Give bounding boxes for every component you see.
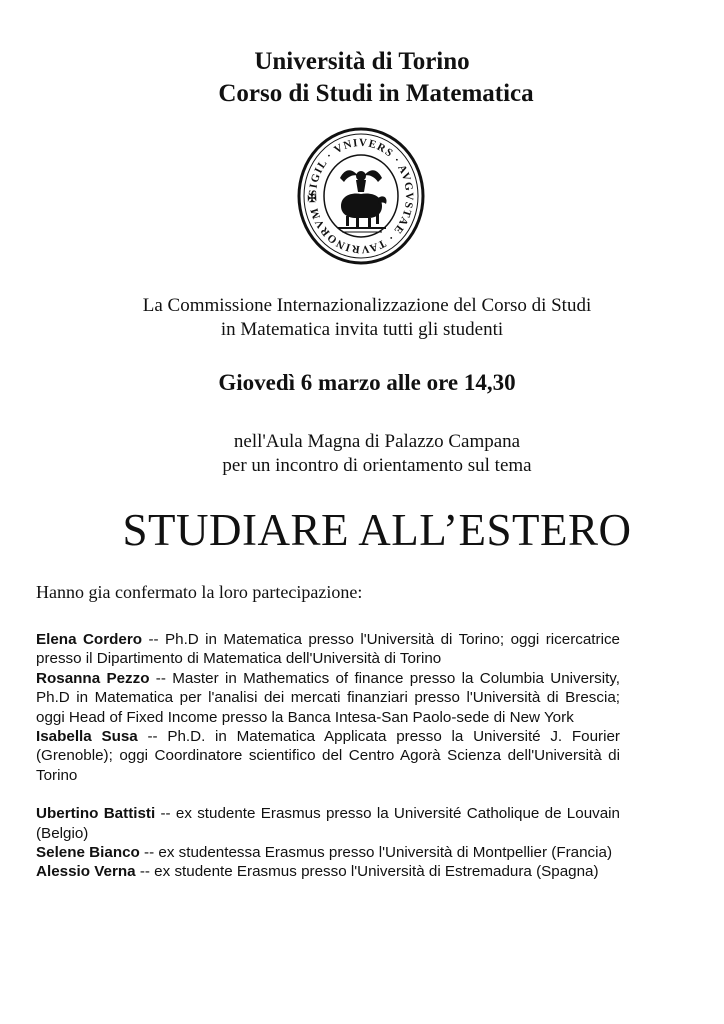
- svg-text:SIGIL · VNIVERS · AVGVSTAE · T: SIGIL · VNIVERS · AVGVSTAE · TAVRINORVM ✠: [306, 136, 416, 256]
- document-header: [0, 46, 724, 110]
- invitation-line-1: La Commissione Internazionalizzazione del Corso di Studi: [142, 295, 592, 316]
- university-seal-logo: [296, 126, 426, 266]
- participant-name: Elena Cordero: [36, 631, 143, 648]
- participant-description: -- Ph.D in Matematica presso l'Università di Torino; oggi ricercatrice presso il Dipartimento di Matematica dell'Università di Torino: [36, 631, 620, 668]
- venue-line-2: per un incontro di orientamento sul tema: [222, 455, 532, 476]
- participant-entry: [36, 727, 620, 785]
- participant-name: Ubertino Battisti: [36, 805, 156, 823]
- participants-list: [36, 630, 620, 882]
- participant-name: Isabella Susa: [36, 728, 138, 746]
- participant-name: Rosanna Pezzo: [36, 669, 150, 687]
- course-name: Corso di Studi in Matematica: [218, 80, 534, 107]
- participant-entry: [36, 804, 620, 843]
- event-venue: [0, 430, 724, 478]
- participant-entry: [36, 862, 620, 881]
- confirmed-label: Hanno gia confermato la loro partecipazione:: [36, 582, 363, 602]
- participant-entry: [36, 843, 620, 862]
- invitation-line-2: in Matematica invita tutti gli studenti: [220, 319, 504, 340]
- participant-description: -- ex studente Erasmus presso l'Università di Estremadura (Spagna): [135, 863, 599, 881]
- participant-name: Alessio Verna: [36, 863, 136, 881]
- participant-description: -- ex studentessa Erasmus presso l'Università di Montpellier (Francia): [139, 844, 613, 862]
- invitation-text: [0, 294, 724, 342]
- participant-entry: [36, 669, 620, 727]
- section-spacer: [36, 785, 620, 804]
- participant-entry: [36, 630, 620, 669]
- participant-name: Selene Bianco: [36, 844, 140, 862]
- participant-description: -- ex studente Erasmus presso la Université Catholique de Louvain (Belgio): [36, 805, 620, 842]
- event-title: STUDIARE ALL’ESTERO: [122, 505, 632, 555]
- university-name: Università di Torino: [254, 48, 470, 75]
- participant-description: -- Master in Mathematics of finance presso la Columbia University, Ph.D in Matematica per l'analisi dei mercati finanziari presso l'Università di Brescia; oggi Head of Fixed Income presso la Banca Intesa-San Paolo-sede di New York: [36, 669, 620, 726]
- participant-description: -- Ph.D. in Matematica Applicata presso la Université J. Fourier (Grenoble); oggi Coordinatore scientifico del Centro Agorà Scienza dell'Università di Torino: [36, 728, 620, 784]
- event-date: Giovedì 6 marzo alle ore 14,30: [218, 370, 516, 395]
- venue-line-1: nell'Aula Magna di Palazzo Campana: [233, 431, 521, 452]
